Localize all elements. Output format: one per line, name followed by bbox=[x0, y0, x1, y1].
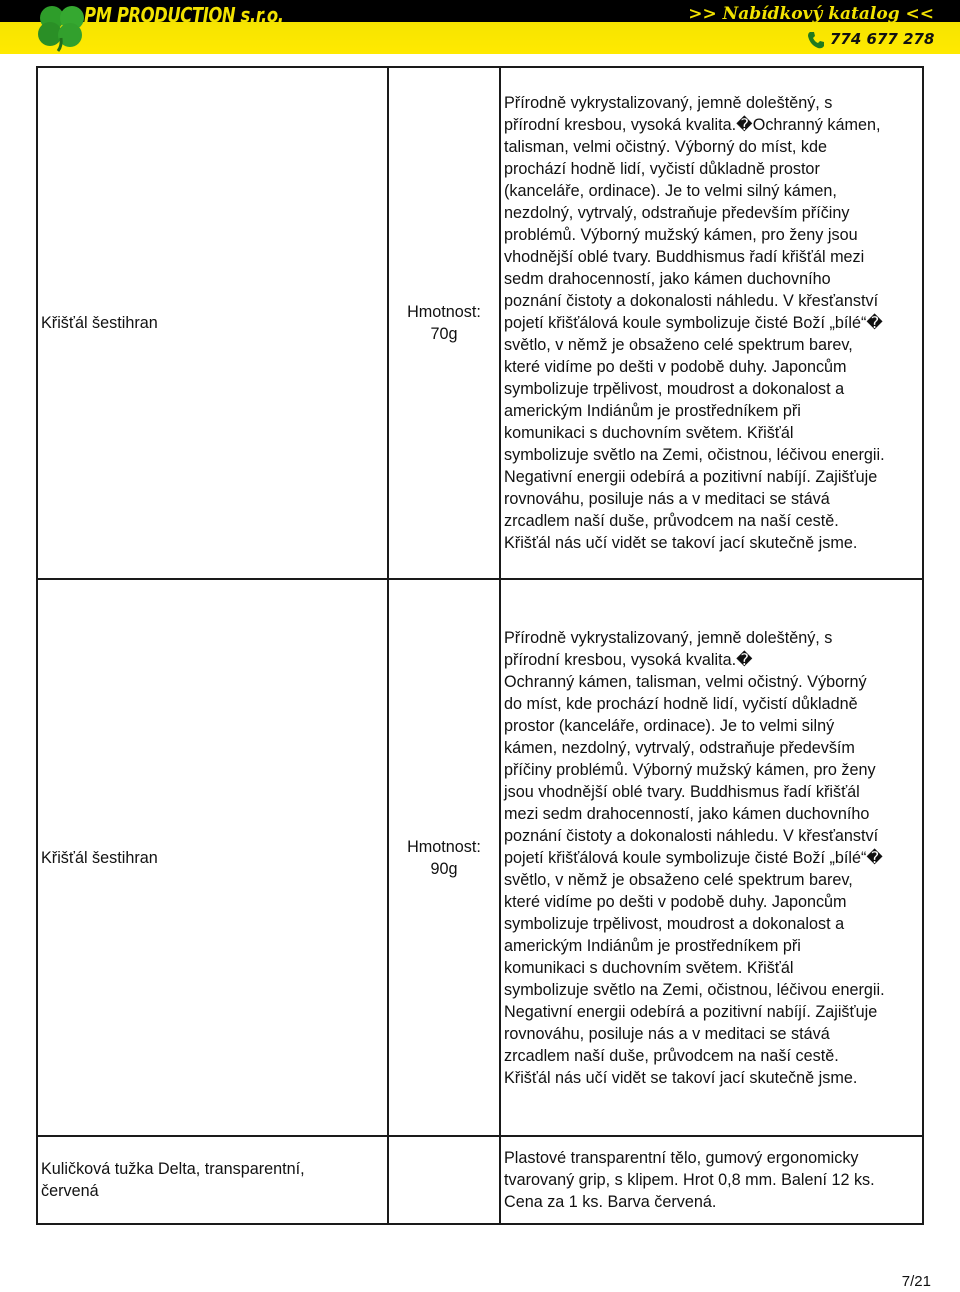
weight-label: Hmotnost: bbox=[407, 303, 481, 321]
table-row bbox=[37, 67, 923, 579]
description-line: které vidíme po dešti v podobě duhy. Japoncům bbox=[504, 358, 847, 376]
product-weight bbox=[388, 579, 500, 1136]
description-line: kámen, nezdolný, vytrvalý, odstraňuje především bbox=[504, 738, 855, 757]
description-line: symbolizuje světlo na Zemi, očistnou, léčivou energii. bbox=[504, 446, 885, 464]
description-line: americkým Indiánům je prostředníkem při bbox=[504, 402, 801, 420]
description-line: (kanceláře, ordinace). Je to velmi silný kámen, bbox=[504, 182, 837, 200]
product-name: Křišťál šestihran bbox=[37, 67, 388, 579]
description-line: Negativní energii odebírá a pozitivní nabíjí. Zajišťuje bbox=[504, 468, 878, 486]
description-line: komunikaci s duchovním světem. Křišťál bbox=[504, 424, 794, 442]
description-line: symbolizuje trpělivost, moudrost a dokonalost a bbox=[504, 914, 845, 933]
description-line: zrcadlem naší duše, průvodcem na naší cestě. bbox=[504, 512, 839, 530]
page-number: 7/21 bbox=[901, 1273, 931, 1290]
description-line: Cena za 1 ks. Barva červená. bbox=[504, 1193, 717, 1211]
table-row bbox=[37, 579, 923, 1136]
description-line: Křišťál nás učí vidět se takoví jací skutečně jsme. bbox=[504, 534, 858, 552]
weight-value: 90g bbox=[430, 859, 458, 878]
phone-number: 774 677 278 bbox=[830, 30, 935, 48]
product-weight bbox=[388, 67, 500, 579]
description-line: prochází hodně lidí, vyčistí důkladně prostor bbox=[504, 160, 820, 178]
description-line: Ochranný kámen, talisman, velmi očistný. Výborný bbox=[504, 672, 867, 691]
brand-name: PM PRODUCTION s.r.o. bbox=[84, 3, 284, 27]
product-description bbox=[500, 579, 923, 1136]
product-description bbox=[500, 67, 923, 579]
description-line: zrcadlem naší duše, průvodcem na naší cestě. bbox=[504, 1046, 839, 1065]
description-line: nezdolný, vytrvalý, odstraňuje především příčiny bbox=[504, 204, 850, 222]
description-line: americkým Indiánům je prostředníkem při bbox=[504, 936, 801, 955]
product-name: Křišťál šestihran bbox=[37, 579, 388, 1136]
description-line: Přírodně vykrystalizovaný, jemně doleštěný, s bbox=[504, 94, 833, 112]
description-line: Negativní energii odebírá a pozitivní nabíjí. Zajišťuje bbox=[504, 1002, 878, 1021]
description-line: Plastové transparentní tělo, gumový ergonomicky bbox=[504, 1149, 859, 1167]
description-line: Křišťál nás učí vidět se takoví jací skutečně jsme. bbox=[504, 1068, 858, 1087]
description-line: poznání čistoty a dokonalosti náhledu. V křesťanství bbox=[504, 292, 879, 310]
description-line: rovnováhu, posiluje nás a v meditaci se stává bbox=[504, 1024, 830, 1043]
product-table bbox=[36, 66, 924, 1225]
description-line: komunikaci s duchovním světem. Křišťál bbox=[504, 958, 794, 977]
product-description bbox=[500, 1136, 923, 1224]
catalog-title: >> Nabídkový katalog << bbox=[688, 4, 934, 24]
description-line: do míst, kde prochází hodně lidí, vyčistí důkladně bbox=[504, 694, 858, 713]
product-name-line: červená bbox=[41, 1182, 99, 1200]
description-line: symbolizuje světlo na Zemi, očistnou, léčivou energii. bbox=[504, 980, 885, 999]
description-line: přírodní kresbou, vysoká kvalita.� bbox=[504, 650, 753, 669]
description-line: příčiny problémů. Výborný mužský kámen, pro ženy bbox=[504, 760, 876, 779]
description-line: prostor (kanceláře, ordinace). Je to velmi silný bbox=[504, 716, 835, 735]
description-line: talisman, velmi očistný. Výborný do míst, kde bbox=[504, 138, 827, 156]
description-line: Přírodně vykrystalizovaný, jemně doleštěný, s bbox=[504, 628, 833, 647]
weight-label: Hmotnost: bbox=[407, 837, 481, 856]
description-line: problémů. Výborný mužský kámen, pro ženy jsou bbox=[504, 226, 858, 244]
description-line: které vidíme po dešti v podobě duhy. Japoncům bbox=[504, 892, 847, 911]
product-name bbox=[37, 1136, 388, 1224]
description-line: symbolizuje trpělivost, moudrost a dokonalost a bbox=[504, 380, 845, 398]
description-line: pojetí křišťálová koule symbolizuje čisté Boží „bílé“� bbox=[504, 314, 883, 332]
description-line: rovnováhu, posiluje nás a v meditaci se stává bbox=[504, 490, 830, 508]
description-line: přírodní kresbou, vysoká kvalita.�Ochranný kámen, bbox=[504, 116, 881, 134]
description-line: mezi sedm drahocenností, jako kámen duchovního bbox=[504, 804, 870, 823]
page-header bbox=[0, 0, 960, 54]
weight-value: 70g bbox=[430, 325, 458, 343]
description-line: světlo, v němž je obsaženo celé spektrum barev, bbox=[504, 336, 853, 354]
product-weight bbox=[388, 1136, 500, 1224]
table-row bbox=[37, 1136, 923, 1224]
description-line: světlo, v němž je obsaženo celé spektrum barev, bbox=[504, 870, 853, 889]
description-line: tvarovaný grip, s klipem. Hrot 0,8 mm. Balení 12 ks. bbox=[504, 1171, 875, 1189]
description-line: vhodnější oblé tvary. Buddhismus řadí křišťál mezi bbox=[504, 248, 865, 266]
description-line: pojetí křišťálová koule symbolizuje čisté Boží „bílé“� bbox=[504, 848, 883, 867]
description-line: poznání čistoty a dokonalosti náhledu. V křesťanství bbox=[504, 826, 879, 845]
phone-icon bbox=[806, 30, 826, 50]
product-name-line: Kuličková tužka Delta, transparentní, bbox=[41, 1160, 305, 1178]
description-line: jsou vhodnější oblé tvary. Buddhismus řadí křišťál bbox=[504, 782, 860, 801]
description-line: sedm drahocenností, jako kámen duchovního bbox=[504, 270, 831, 288]
